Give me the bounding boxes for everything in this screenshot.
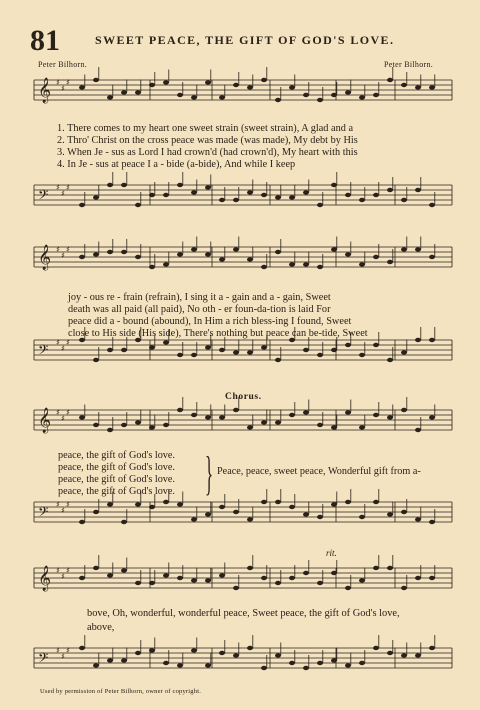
verse-1-line-2: joy - ous re - frain (refrain), I sing it a - gain and a - gain, Sweet — [68, 292, 331, 303]
final-lyric-line-2: above, — [87, 622, 115, 633]
verse-4-line-2: close to His side (His side), There's nothing but peace can be-tide, Sweet — [68, 328, 368, 339]
svg-text:𝄞: 𝄞 — [38, 245, 52, 270]
music-credit: Peter Bilhorn. — [384, 60, 434, 69]
svg-text:♯: ♯ — [61, 251, 65, 260]
svg-text:♯: ♯ — [56, 500, 60, 509]
svg-text:𝄢: 𝄢 — [38, 187, 49, 206]
svg-text:𝄞: 𝄞 — [38, 408, 52, 433]
words-credit: Peter Bilhorn. — [38, 60, 88, 69]
verse-4-line-1: 4. In Je - sus at peace I a - bide (a-bide), And while I keep — [57, 159, 296, 170]
svg-text:♯: ♯ — [66, 78, 70, 87]
verse-2-line-1: 2. Thro' Christ on the cross peace was made (was made), My debt by His — [57, 135, 358, 146]
svg-text:♯: ♯ — [66, 183, 70, 192]
lyric-brace: } — [205, 447, 214, 500]
svg-text:♯: ♯ — [66, 338, 70, 347]
svg-text:𝄞: 𝄞 — [38, 566, 52, 591]
svg-text:𝄢: 𝄢 — [38, 504, 49, 523]
hymn-number: 81 — [30, 24, 60, 57]
svg-text:♯: ♯ — [61, 189, 65, 198]
chorus-line-2: peace, the gift of God's love. — [58, 462, 175, 473]
chorus-line-4: peace, the gift of God's love. — [58, 486, 175, 497]
verse-3-line-1: 3. When Je - sus as Lord I had crown'd (had crown'd), My heart with this — [57, 147, 358, 158]
svg-text:♯: ♯ — [61, 652, 65, 661]
verse-2-line-2: death was all paid (all paid), No oth - er foun-da-tion is laid For — [68, 304, 331, 315]
svg-text:𝄞: 𝄞 — [38, 78, 52, 103]
chorus-label: Chorus. — [225, 392, 262, 402]
svg-text:♯: ♯ — [61, 344, 65, 353]
svg-text:♯: ♯ — [66, 245, 70, 254]
svg-text:♯: ♯ — [56, 245, 60, 254]
ritardando-mark: rit. — [326, 548, 337, 558]
svg-text:𝄢: 𝄢 — [38, 342, 49, 361]
svg-text:♯: ♯ — [66, 646, 70, 655]
copyright-footer: Used by permission of Peter Bilhorn, owner of copyright. — [40, 688, 202, 695]
svg-text:♯: ♯ — [56, 183, 60, 192]
hymn-title: SWEET PEACE, THE GIFT OF GOD'S LOVE. — [95, 33, 395, 47]
svg-text:♯: ♯ — [66, 408, 70, 417]
svg-text:♯: ♯ — [61, 414, 65, 423]
final-lyric-line: bove, Oh, wonderful, wonderful peace, Sweet peace, the gift of God's love, — [87, 608, 400, 619]
verse-3-line-2: peace did a - bound (abound), In Him a rich bless-ing I found, Sweet — [68, 316, 352, 327]
chorus-response: Peace, peace, sweet peace, Wonderful gift from a- — [217, 466, 421, 477]
svg-text:𝄢: 𝄢 — [38, 650, 49, 669]
svg-text:♯: ♯ — [61, 506, 65, 515]
verse-1-line-1: 1. There comes to my heart one sweet strain (sweet strain), A glad and a — [57, 123, 354, 134]
svg-text:♯: ♯ — [66, 500, 70, 509]
chorus-line-1: peace, the gift of God's love. — [58, 450, 175, 461]
svg-text:♯: ♯ — [56, 646, 60, 655]
chorus-line-3: peace, the gift of God's love. — [58, 474, 175, 485]
svg-text:♯: ♯ — [66, 566, 70, 575]
svg-text:♯: ♯ — [56, 338, 60, 347]
svg-text:♯: ♯ — [56, 408, 60, 417]
svg-text:♯: ♯ — [56, 78, 60, 87]
svg-text:♯: ♯ — [61, 572, 65, 581]
svg-text:♯: ♯ — [61, 84, 65, 93]
svg-text:♯: ♯ — [56, 566, 60, 575]
